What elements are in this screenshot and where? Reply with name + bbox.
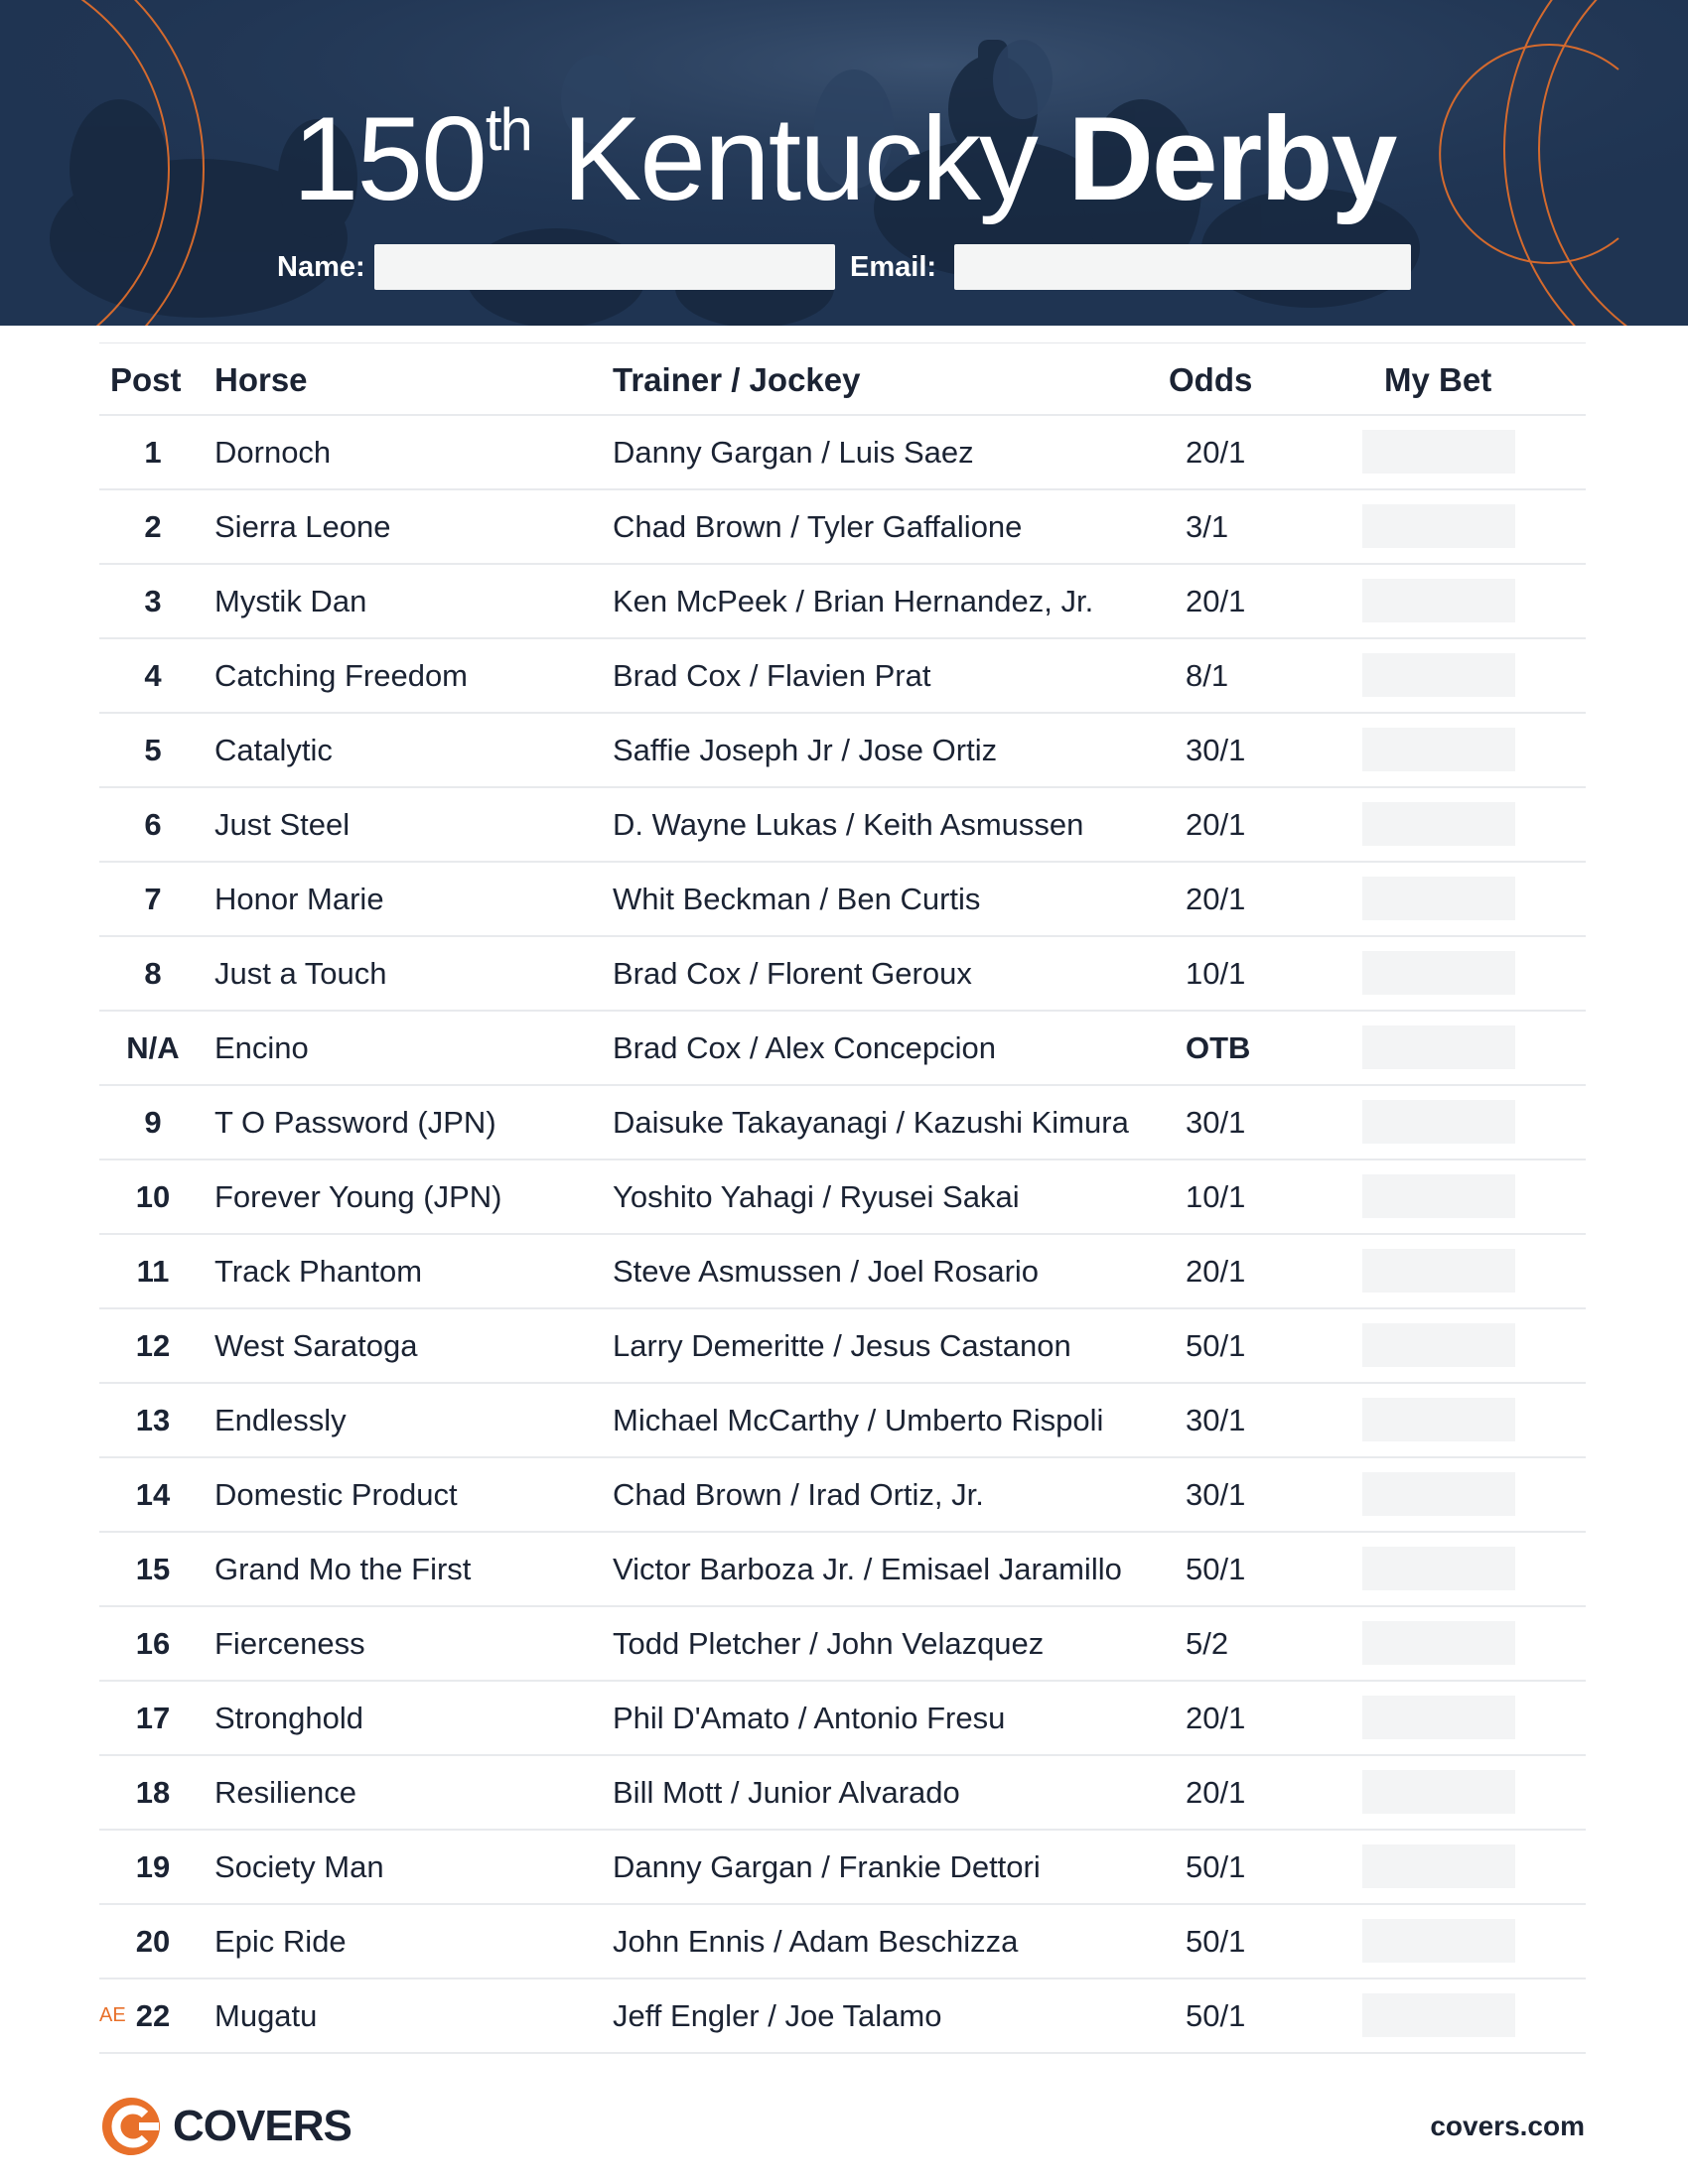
table-row: [99, 1309, 1586, 1384]
my-bet-input[interactable]: [1362, 1919, 1515, 1963]
post-number: 3: [144, 584, 162, 618]
horse-name: T O Password (JPN): [214, 1105, 496, 1140]
my-bet-input[interactable]: [1362, 1844, 1515, 1888]
odds-value: 10/1: [1186, 1179, 1246, 1214]
trainer-jockey: Victor Barboza Jr. / Emisael Jaramillo: [613, 1552, 1122, 1586]
horse-name: Society Man: [214, 1849, 384, 1884]
post-number: 8: [144, 956, 162, 991]
post-number: 15: [135, 1552, 171, 1586]
horse-name: Just Steel: [214, 807, 351, 842]
table-row: [99, 863, 1586, 937]
post-number: 17: [135, 1701, 171, 1735]
odds-value: 3/1: [1186, 509, 1229, 544]
post-number: 7: [144, 882, 162, 916]
email-label: Email:: [850, 251, 937, 283]
post-number: 13: [135, 1403, 171, 1437]
odds-value: 50/1: [1186, 1849, 1246, 1884]
odds-value: 30/1: [1186, 1477, 1246, 1512]
title-bold: Derby: [1067, 92, 1396, 225]
post-number: 20: [135, 1924, 171, 1959]
table-row: [99, 1905, 1586, 1979]
post-number: 22: [135, 1998, 171, 2033]
trainer-jockey: D. Wayne Lukas / Keith Asmussen: [613, 807, 1084, 842]
horse-name: Resilience: [214, 1775, 357, 1810]
horse-name: Domestic Product: [214, 1477, 458, 1512]
my-bet-input[interactable]: [1362, 1174, 1515, 1218]
post-number: 5: [144, 733, 162, 767]
odds-value: 50/1: [1186, 1998, 1246, 2033]
horse-name: Catching Freedom: [214, 658, 469, 693]
odds-value: 20/1: [1186, 1701, 1246, 1735]
post-number: 2: [144, 509, 162, 544]
post-number: 9: [144, 1105, 162, 1140]
my-bet-input[interactable]: [1362, 1621, 1515, 1665]
trainer-jockey: Brad Cox / Flavien Prat: [613, 658, 931, 693]
title-middle: Kentucky: [562, 92, 1037, 225]
covers-logo-icon: [99, 2095, 163, 2158]
horse-name: Grand Mo the First: [214, 1552, 472, 1586]
my-bet-input[interactable]: [1362, 802, 1515, 846]
trainer-jockey: Chad Brown / Irad Ortiz, Jr.: [613, 1477, 984, 1512]
my-bet-input[interactable]: [1362, 1993, 1515, 2037]
trainer-jockey: Saffie Joseph Jr / Jose Ortiz: [613, 733, 998, 767]
odds-value: 50/1: [1186, 1552, 1246, 1586]
table-row: [99, 639, 1586, 714]
horse-name: West Saratoga: [214, 1328, 418, 1363]
table-row: [99, 1235, 1586, 1309]
horse-name: Forever Young (JPN): [214, 1179, 502, 1214]
odds-value: 30/1: [1186, 1403, 1246, 1437]
post-number: 19: [135, 1849, 171, 1884]
trainer-jockey: Brad Cox / Alex Concepcion: [613, 1030, 996, 1065]
trainer-jockey: Larry Demeritte / Jesus Castanon: [613, 1328, 1071, 1363]
odds-value: 20/1: [1186, 435, 1246, 470]
horse-name: Track Phantom: [214, 1254, 423, 1289]
odds-value: 5/2: [1186, 1626, 1229, 1661]
trainer-jockey: Ken McPeek / Brian Hernandez, Jr.: [613, 584, 1094, 618]
trainer-jockey: Daisuke Takayanagi / Kazushi Kimura: [613, 1105, 1129, 1140]
trainer-jockey: Michael McCarthy / Umberto Rispoli: [613, 1403, 1104, 1437]
odds-value: 10/1: [1186, 956, 1246, 991]
trainer-jockey: Phil D'Amato / Antonio Fresu: [613, 1701, 1006, 1735]
alternate-entry-tag: AE: [99, 2004, 126, 2026]
trainer-jockey: Yoshito Yahagi / Ryusei Sakai: [613, 1179, 1020, 1214]
trainer-jockey: Bill Mott / Junior Alvarado: [613, 1775, 960, 1810]
email-input[interactable]: [954, 244, 1411, 290]
my-bet-input[interactable]: [1362, 653, 1515, 697]
post-number: 16: [135, 1626, 171, 1661]
table-row: [99, 1160, 1586, 1235]
horse-name: Stronghold: [214, 1701, 363, 1735]
table-row: [99, 714, 1586, 788]
trainer-jockey: Whit Beckman / Ben Curtis: [613, 882, 981, 916]
odds-value: 20/1: [1186, 1775, 1246, 1810]
table-row: [99, 1756, 1586, 1831]
table-row: [99, 1086, 1586, 1160]
my-bet-input[interactable]: [1362, 1249, 1515, 1293]
table-row: [99, 1384, 1586, 1458]
name-input[interactable]: [374, 244, 835, 290]
post-number: 14: [135, 1477, 171, 1512]
my-bet-input[interactable]: [1362, 1696, 1515, 1739]
column-header-horse: Horse: [214, 361, 308, 398]
title-suffix: th: [485, 96, 531, 163]
name-label: Name:: [277, 251, 365, 283]
table-row: [99, 1979, 1586, 2054]
horse-name: Endlessly: [214, 1403, 347, 1437]
horse-name: Mugatu: [214, 1998, 318, 2033]
table-row: [99, 1607, 1586, 1682]
odds-value: 20/1: [1186, 807, 1246, 842]
horse-name: Fierceness: [214, 1626, 365, 1661]
my-bet-input[interactable]: [1362, 1025, 1515, 1069]
trainer-jockey: Danny Gargan / Luis Saez: [613, 435, 974, 470]
my-bet-input[interactable]: [1362, 1398, 1515, 1441]
column-header-odds: Odds: [1169, 361, 1253, 398]
my-bet-input[interactable]: [1362, 877, 1515, 920]
footer-url: covers.com: [1430, 2111, 1585, 2141]
odds-value: 20/1: [1186, 584, 1246, 618]
my-bet-input[interactable]: [1362, 1323, 1515, 1367]
post-number: 18: [135, 1775, 171, 1810]
odds-value: 30/1: [1186, 1105, 1246, 1140]
horse-name: Sierra Leone: [214, 509, 391, 544]
my-bet-input[interactable]: [1362, 1472, 1515, 1516]
entries-table: [99, 342, 1586, 2054]
title-number: 150: [292, 92, 486, 225]
table-row: [99, 1682, 1586, 1756]
trainer-jockey: John Ennis / Adam Beschizza: [613, 1924, 1019, 1959]
odds-value: OTB: [1186, 1030, 1251, 1065]
table-row: [99, 1458, 1586, 1533]
horse-name: Encino: [214, 1030, 309, 1065]
odds-value: 50/1: [1186, 1924, 1246, 1959]
odds-value: 8/1: [1186, 658, 1229, 693]
odds-value: 20/1: [1186, 882, 1246, 916]
my-bet-input[interactable]: [1362, 1547, 1515, 1590]
trainer-jockey: Jeff Engler / Joe Talamo: [613, 1998, 942, 2033]
post-number: 10: [135, 1179, 171, 1214]
table-row: [99, 1012, 1586, 1086]
table-row: [99, 788, 1586, 863]
post-number: 12: [135, 1328, 171, 1363]
table-row: [99, 1533, 1586, 1607]
my-bet-input[interactable]: [1362, 1100, 1515, 1144]
trainer-jockey: Brad Cox / Florent Geroux: [613, 956, 972, 991]
column-header-post: Post: [110, 361, 182, 398]
table-row: [99, 565, 1586, 639]
odds-value: 30/1: [1186, 733, 1246, 767]
my-bet-input[interactable]: [1362, 951, 1515, 995]
post-number: N/A: [126, 1030, 180, 1065]
covers-brand-text: COVERS: [173, 2102, 352, 2150]
trainer-jockey: Danny Gargan / Frankie Dettori: [613, 1849, 1041, 1884]
trainer-jockey: Todd Pletcher / John Velazquez: [613, 1626, 1045, 1661]
table-body: [99, 416, 1586, 2054]
horse-name: Mystik Dan: [214, 584, 367, 618]
horse-name: Honor Marie: [214, 882, 384, 916]
my-bet-input[interactable]: [1362, 504, 1515, 548]
horse-name: Just a Touch: [214, 956, 387, 991]
table-row: [99, 1831, 1586, 1905]
trainer-jockey: Steve Asmussen / Joel Rosario: [613, 1254, 1040, 1289]
table-row: [99, 937, 1586, 1012]
my-bet-input[interactable]: [1362, 430, 1515, 474]
header-banner: [0, 0, 1688, 326]
horse-name: Epic Ride: [214, 1924, 347, 1959]
table-header: [99, 343, 1586, 416]
post-number: 6: [144, 807, 162, 842]
page-title: [0, 89, 1688, 249]
horse-name: Dornoch: [214, 435, 332, 470]
my-bet-input[interactable]: [1362, 579, 1515, 622]
column-header-my-bet: My Bet: [1384, 361, 1492, 398]
odds-value: 50/1: [1186, 1328, 1246, 1363]
horse-name: Catalytic: [214, 733, 333, 767]
column-header-trainer-jockey: Trainer / Jockey: [613, 361, 861, 398]
odds-value: 20/1: [1186, 1254, 1246, 1289]
my-bet-input[interactable]: [1362, 728, 1515, 771]
post-number: 4: [144, 658, 162, 693]
post-number: 1: [144, 435, 162, 470]
post-number: 11: [136, 1254, 170, 1289]
trainer-jockey: Chad Brown / Tyler Gaffalione: [613, 509, 1023, 544]
table-row: [99, 416, 1586, 490]
my-bet-input[interactable]: [1362, 1770, 1515, 1814]
table-row: [99, 490, 1586, 565]
